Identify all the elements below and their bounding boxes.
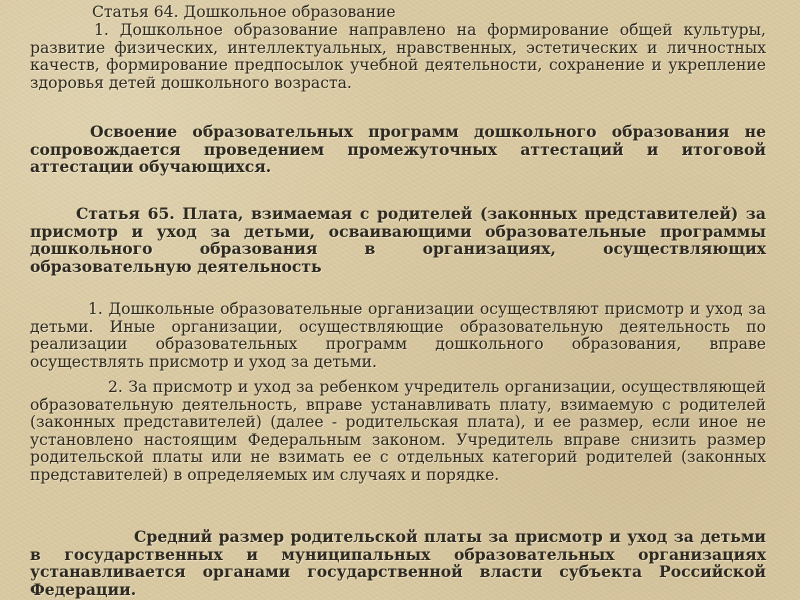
article-64-heading: Статья 64. Дошкольное образование (92, 3, 396, 21)
article-65-note: Средний размер родительской платы за присмотр и уход за детьми в государственных и муниципальных образовательных организациях устанавливается органами государственной власти субъекта Российской Федерации. (30, 527, 766, 599)
document-page (30, 0, 766, 600)
article-65-item-1: 1. Дошкольные образовательные организации осуществляют присмотр и уход за детьми. Иные организации, осуществляющие образовательную деятельность по реализации образовательных программ дошкольного образования, вправе осуществлять присмотр и уход за детьми. (30, 300, 766, 371)
article-64-note: Освоение образовательных программ дошкольного образования не сопровождается проведением промежуточных аттестаций и итоговой аттестации обучающихся. (30, 122, 766, 177)
article-65-item-2: 2. За присмотр и уход за ребенком учредитель организации, осуществляющей образовательную деятельность, вправе устанавливать плату, взимаемую с родителей (законных представителей) (далее - родительская плата), и ее размер, если иное не установлено настоящим Федеральным законом. Учредитель вправе снизить размер родительской платы или не взимать ее с отдельных категорий родителей (законных представителей) в определяемых им случаях и порядке. (30, 378, 766, 484)
article-65-heading: Статья 65. Плата, взимаемая с родителей (законных представителей) за присмотр и уход за детьми, осваивающими образовательные программы дошкольного образования в организациях, осуществляющих образовательную деятельность (30, 204, 766, 276)
article-64-item-1: 1. Дошкольное образование направлено на формирование общей культуры, развитие физических, интеллектуальных, нравственных, эстетических и личностных качеств, формирование предпосылок учебной деятельности, сохранение и укрепление здоровья детей дошкольного возраста. (30, 21, 766, 92)
